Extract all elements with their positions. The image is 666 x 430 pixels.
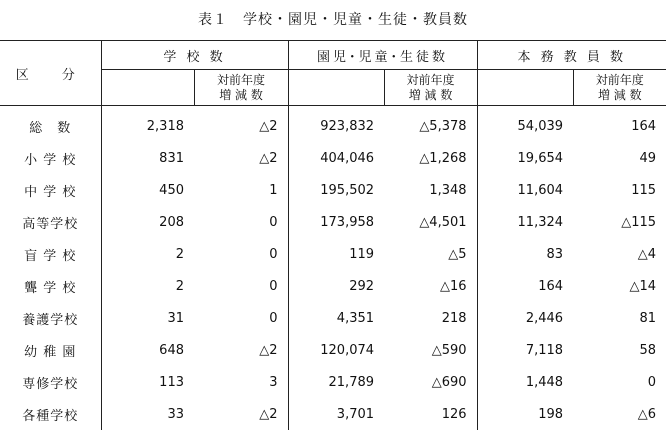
table-row: [0, 238, 666, 270]
cell-students: 404,046: [288, 142, 384, 174]
table-row: [0, 174, 666, 206]
cell-teachers: 164: [477, 270, 573, 302]
row-label: 高等学校: [0, 206, 101, 238]
col-header-teachers-count: [477, 70, 573, 106]
row-label: 中 学 校: [0, 174, 101, 206]
cell-students-change: △1,268: [384, 142, 477, 174]
cell-schools: 33: [101, 398, 194, 430]
cell-schools: 2: [101, 270, 194, 302]
cell-schools: 208: [101, 206, 194, 238]
sub-label-line2: 増 減 数: [219, 88, 263, 102]
cell-schools-change: 0: [194, 270, 288, 302]
cell-schools-change: △2: [194, 142, 288, 174]
cell-teachers-change: 58: [573, 334, 666, 366]
cell-schools: 648: [101, 334, 194, 366]
cell-schools-change: △2: [194, 334, 288, 366]
cell-teachers-change: △4: [573, 238, 666, 270]
cell-students-change: △5,378: [384, 106, 477, 143]
cell-students: 120,074: [288, 334, 384, 366]
cell-teachers: 54,039: [477, 106, 573, 143]
cell-teachers: 11,604: [477, 174, 573, 206]
cell-students: 4,351: [288, 302, 384, 334]
cell-teachers: 7,118: [477, 334, 573, 366]
cell-students: 923,832: [288, 106, 384, 143]
cell-schools-change: 3: [194, 366, 288, 398]
sub-label-line1: 対前年度: [596, 73, 644, 87]
col-header-students-count: [288, 70, 384, 106]
row-label: 総 数: [0, 106, 101, 143]
cell-teachers: 198: [477, 398, 573, 430]
row-label: 聾 学 校: [0, 270, 101, 302]
cell-schools-change: 0: [194, 302, 288, 334]
cell-schools: 113: [101, 366, 194, 398]
row-label: 養護学校: [0, 302, 101, 334]
col-header-schools-count: [101, 70, 194, 106]
row-label: 各種学校: [0, 398, 101, 430]
cell-students-change: 218: [384, 302, 477, 334]
table-row: [0, 106, 666, 143]
table-row: [0, 302, 666, 334]
cell-students-change: 1,348: [384, 174, 477, 206]
table-row: [0, 206, 666, 238]
col-header-schools-change: [194, 70, 288, 106]
cell-students-change: △590: [384, 334, 477, 366]
cell-schools: 31: [101, 302, 194, 334]
cell-students-change: △4,501: [384, 206, 477, 238]
cell-schools-change: △2: [194, 106, 288, 143]
row-header-category: 区 分: [0, 41, 101, 106]
cell-teachers-change: 0: [573, 366, 666, 398]
cell-teachers-change: △115: [573, 206, 666, 238]
cell-students: 119: [288, 238, 384, 270]
sub-label-line2: 増 減 数: [409, 88, 453, 102]
col-header-students-change: [384, 70, 477, 106]
cell-students-change: △5: [384, 238, 477, 270]
cell-teachers-change: 81: [573, 302, 666, 334]
sub-label-line1: 対前年度: [217, 73, 265, 87]
cell-teachers: 2,446: [477, 302, 573, 334]
table-row: [0, 142, 666, 174]
table-body: [0, 106, 666, 430]
table-title: 表１ 学校・園児・児童・生徒・教員数: [0, 9, 666, 31]
cell-teachers-change: △6: [573, 398, 666, 430]
row-label: 専修学校: [0, 366, 101, 398]
group-header-schools: 学 校 数: [101, 41, 288, 70]
cell-schools-change: 0: [194, 238, 288, 270]
cell-teachers-change: 115: [573, 174, 666, 206]
cell-schools-change: 0: [194, 206, 288, 238]
cell-students: 21,789: [288, 366, 384, 398]
cell-schools-change: 1: [194, 174, 288, 206]
cell-teachers-change: △14: [573, 270, 666, 302]
cell-teachers-change: 164: [573, 106, 666, 143]
cell-teachers: 11,324: [477, 206, 573, 238]
cell-schools: 450: [101, 174, 194, 206]
cell-students-change: 126: [384, 398, 477, 430]
sub-label-line2: 増 減 数: [598, 88, 642, 102]
row-label: 盲 学 校: [0, 238, 101, 270]
cell-schools: 831: [101, 142, 194, 174]
table-row: [0, 366, 666, 398]
cell-students-change: △690: [384, 366, 477, 398]
group-header-teachers: 本 務 教 員 数: [477, 41, 666, 70]
cell-schools: 2: [101, 238, 194, 270]
school-statistics-table: [0, 40, 666, 430]
row-label: 小 学 校: [0, 142, 101, 174]
cell-schools: 2,318: [101, 106, 194, 143]
table-row: [0, 270, 666, 302]
row-label: 幼 稚 園: [0, 334, 101, 366]
group-header-students: 園児･児童･生徒数: [288, 41, 477, 70]
table-row: [0, 334, 666, 366]
cell-schools-change: △2: [194, 398, 288, 430]
cell-students-change: △16: [384, 270, 477, 302]
cell-students: 173,958: [288, 206, 384, 238]
cell-students: 292: [288, 270, 384, 302]
cell-students: 195,502: [288, 174, 384, 206]
cell-teachers-change: 49: [573, 142, 666, 174]
sub-label-line1: 対前年度: [407, 73, 455, 87]
cell-teachers: 19,654: [477, 142, 573, 174]
cell-teachers: 83: [477, 238, 573, 270]
cell-students: 3,701: [288, 398, 384, 430]
cell-teachers: 1,448: [477, 366, 573, 398]
col-header-teachers-change: [573, 70, 666, 106]
table-row: [0, 398, 666, 430]
